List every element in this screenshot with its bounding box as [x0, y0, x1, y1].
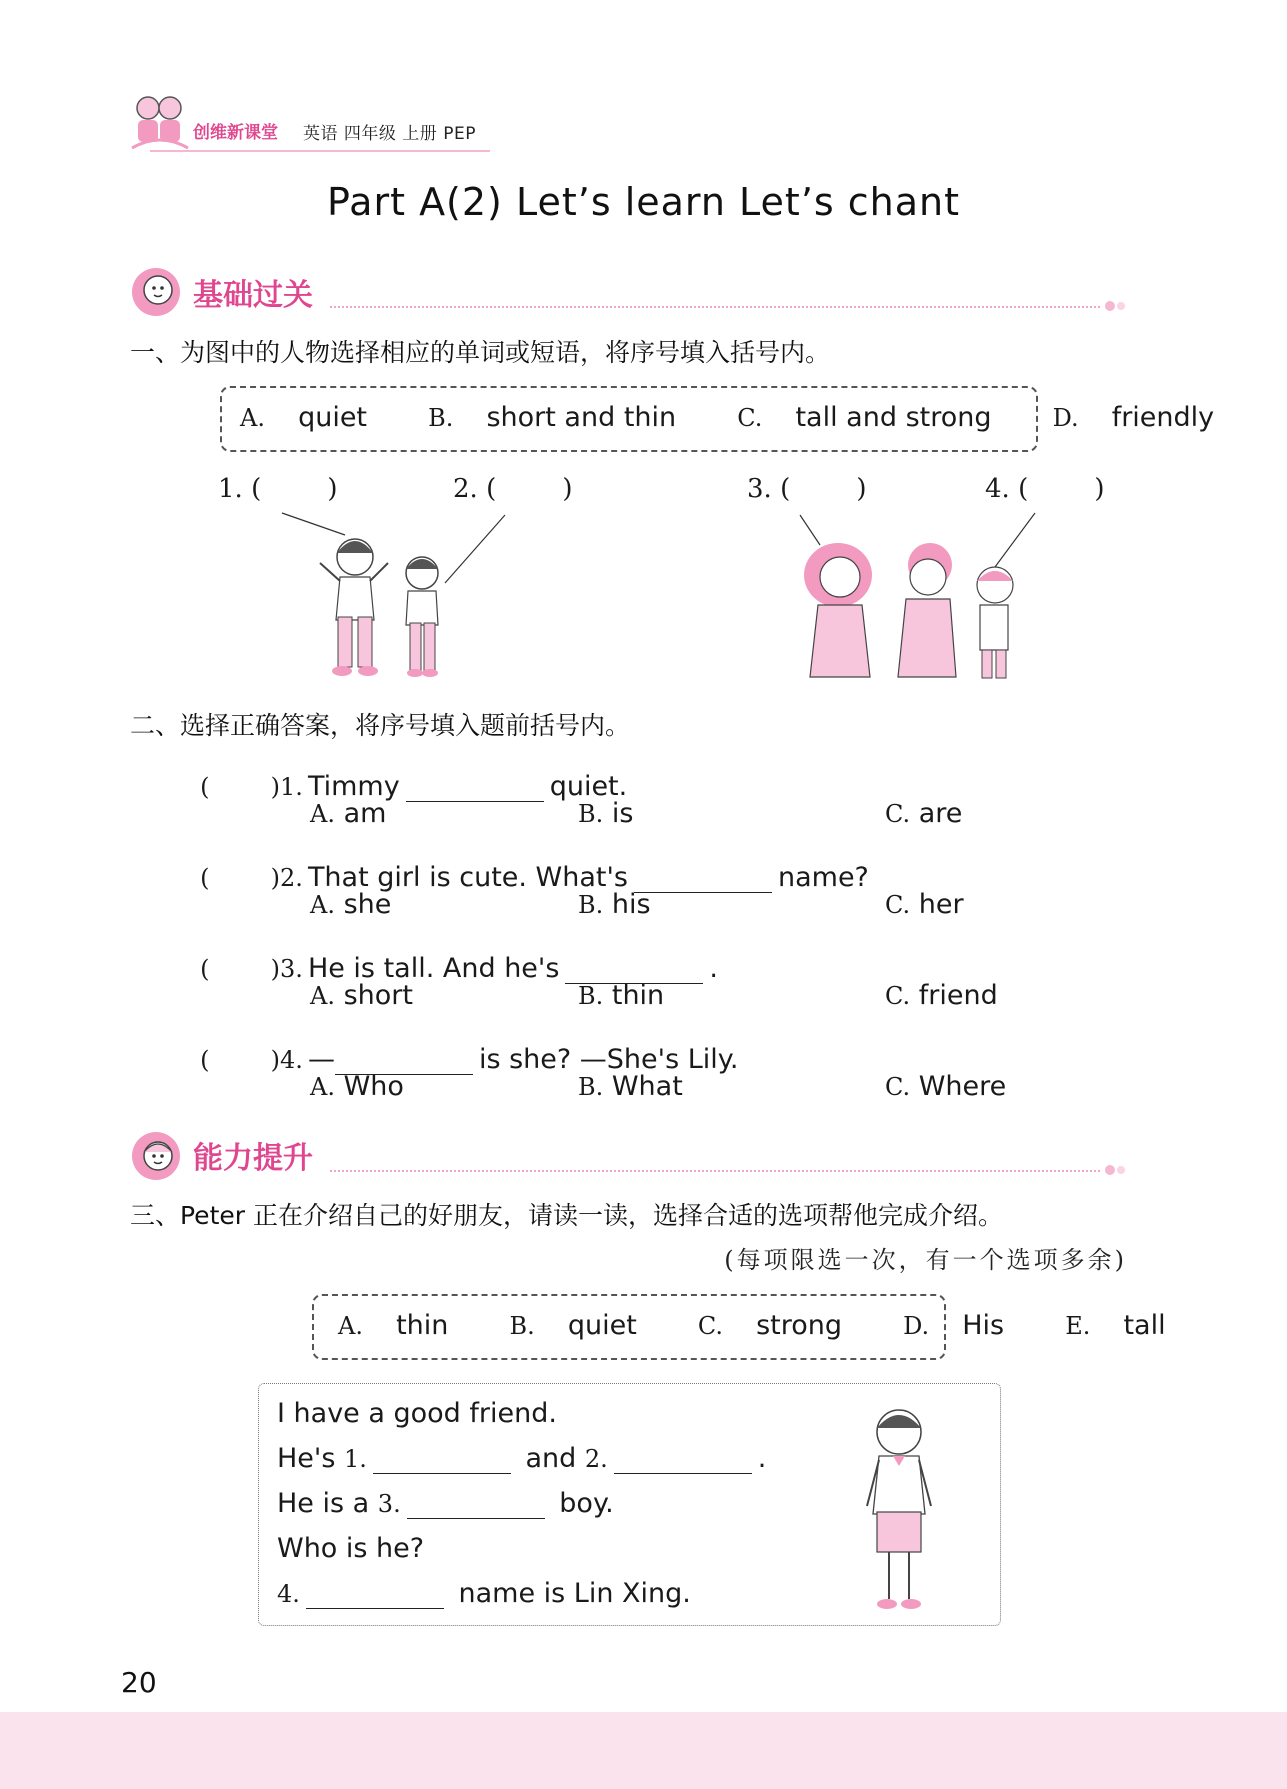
- answer-blank: [634, 864, 772, 893]
- passage-box: [258, 1383, 1001, 1626]
- boy-mascot-icon: [130, 1130, 182, 1182]
- question-2-title: 二、选择正确答案，将序号填入题前括号内。: [130, 711, 631, 740]
- option-b: B. short and thin: [428, 402, 677, 433]
- q3-options-box: [312, 1294, 1166, 1360]
- mc-3-choice-b: B. thin: [578, 980, 665, 1011]
- passage-line-4: Who is he?: [277, 1533, 425, 1564]
- footer-band: [0, 1712, 1287, 1789]
- q1-illustration-boys: [270, 505, 520, 685]
- mc-item-4: ( )4. — is she? —She's Lily.: [200, 1044, 739, 1075]
- passage-line-1: I have a good friend.: [277, 1398, 557, 1429]
- mc-item-2: ( )2. That girl is cute. What's name?: [200, 862, 869, 893]
- question-1-title: 一、为图中的人物选择相应的单词或短语，将序号填入括号内。: [130, 338, 831, 367]
- option-d: D. friendly: [1052, 402, 1215, 433]
- header-brand: 创维新课堂: [193, 123, 278, 143]
- answer-paren: ( ): [200, 773, 280, 801]
- mc-2-choice-c: C. her: [885, 889, 964, 920]
- mc-3-choice-c: C. friend: [885, 980, 998, 1011]
- mc-4-choice-b: B. What: [578, 1071, 683, 1102]
- option-d: D. His: [903, 1310, 1005, 1341]
- header-info: 英语 四年级 上册 PEP: [303, 124, 476, 144]
- mc-2-choice-b: B. his: [578, 889, 651, 920]
- mc-item-3: ( )3. He is tall. And he's .: [200, 953, 718, 984]
- answer-paren: ( ): [200, 955, 280, 983]
- mc-item-1: ( )1. Timmy quiet.: [200, 771, 628, 802]
- section-divider: [330, 306, 1100, 308]
- mc-1-choice-a: A. am: [310, 798, 387, 829]
- q1-illustration-girls: [790, 505, 1050, 685]
- mc-4-choice-a: A. Who: [310, 1071, 404, 1102]
- q1-options-box: [220, 386, 1215, 452]
- answer-blank: [614, 1445, 752, 1474]
- answer-paren: ( ): [200, 1046, 280, 1074]
- dots-decoration-icon: [1104, 1162, 1130, 1182]
- mc-2-choice-a: A. she: [310, 889, 392, 920]
- answer-blank: [406, 773, 544, 802]
- option-e: E. tall: [1065, 1310, 1166, 1341]
- option-c: C. tall and strong: [737, 402, 992, 433]
- option-c: C. strong: [697, 1310, 843, 1341]
- section-title-basic: 基础过关: [193, 278, 313, 313]
- option-b: B. quiet: [509, 1310, 637, 1341]
- mc-3-choice-a: A. short: [310, 980, 413, 1011]
- boy-illustration: [849, 1394, 949, 1619]
- passage-line-3: He is a 3. boy.: [277, 1488, 614, 1519]
- mc-4-choice-c: C. Where: [885, 1071, 1007, 1102]
- passage-line-2: He's 1. and 2. .: [277, 1443, 767, 1474]
- page-number: 20: [121, 1666, 157, 1699]
- dots-decoration-icon: [1104, 298, 1130, 318]
- q1-label-2: 2. ( ): [453, 474, 573, 504]
- header-divider: [150, 150, 490, 152]
- passage-line-5: 4. name is Lin Xing.: [277, 1578, 691, 1609]
- q1-label-4: 4. ( ): [985, 474, 1105, 504]
- answer-paren: ( ): [200, 864, 280, 892]
- q1-label-1: 1. ( ): [218, 474, 338, 504]
- question-3-title: 三、Peter 正在介绍自己的好朋友，请读一读，选择合适的选项帮他完成介绍。: [130, 1201, 1003, 1230]
- answer-blank: [407, 1490, 545, 1519]
- q1-label-3: 3. ( ): [747, 474, 867, 504]
- girl-mascot-icon: [130, 266, 182, 318]
- header-logo: [128, 92, 192, 154]
- page-title: Part A(2) Let’s learn Let’s chant: [326, 180, 961, 224]
- option-a: A. thin: [338, 1310, 449, 1341]
- answer-blank: [306, 1580, 444, 1609]
- mc-1-choice-b: B. is: [578, 798, 634, 829]
- mc-1-choice-c: C. are: [885, 798, 963, 829]
- option-a: A. quiet: [240, 402, 368, 433]
- question-3-note: (每项限选一次，有一个选项多余): [724, 1246, 1127, 1274]
- section-title-advanced: 能力提升: [193, 1141, 313, 1176]
- section-divider: [330, 1170, 1100, 1172]
- answer-blank: [373, 1445, 511, 1474]
